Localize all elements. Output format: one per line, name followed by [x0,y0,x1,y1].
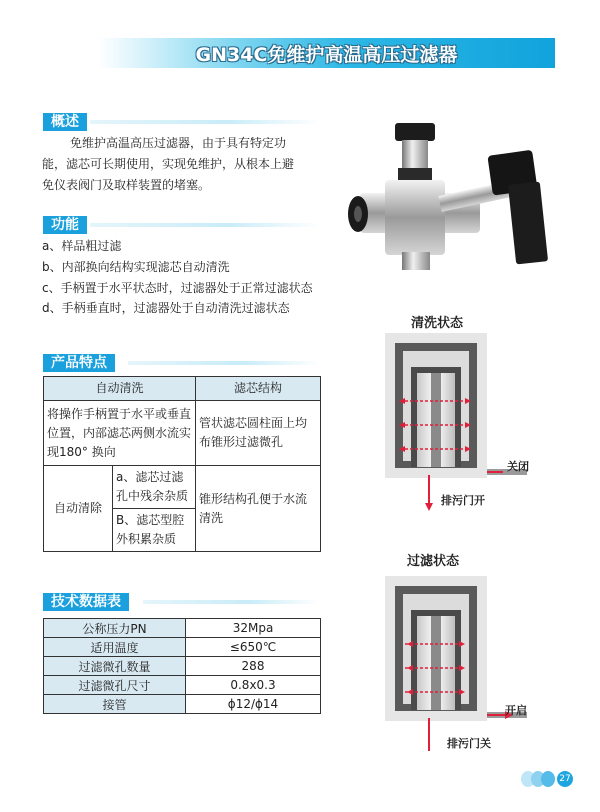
diagram-clean-label-top: 关闭 [507,460,529,473]
features-auto-clear-label: 自动清除 [44,466,113,552]
spec-row [44,619,321,638]
spec-value: ϕ12/ϕ14 [186,695,321,714]
title-bar [98,38,555,68]
page-dot-3 [541,771,555,787]
overview-heading: 概述 [43,113,87,131]
spec-row [44,638,321,657]
features-core-benefit: 锥形结构孔便于水流清洗 [196,466,321,552]
page-number: 27 [557,771,573,787]
features-auto-clear-b: B、滤芯型腔外积累杂质 [113,509,196,552]
overview-divider [90,120,320,124]
diagram-filter-label-top: 开启 [505,704,527,717]
features-col-core: 滤芯结构 [196,377,321,401]
diagram-clean-label-bottom: 排污门开 [441,494,485,507]
function-divider [90,223,320,227]
spec-key: 公称压力PN [44,619,186,638]
spec-row [44,676,321,695]
spec-key: 适用温度 [44,638,186,657]
features-core-desc: 管状滤芯圆柱面上均布锥形过滤微孔 [196,401,321,466]
features-divider [128,361,320,365]
diagram-filter [385,576,555,756]
diagram-filter-title: 过滤状态 [407,554,460,569]
function-item-d: d、手柄垂直时，过滤器处于自动清洗过滤状态 [42,301,290,315]
function-item-a: a、样品粗过滤 [42,239,122,253]
spec-value: 288 [186,657,321,676]
specs-divider [143,600,320,604]
features-heading: 产品特点 [43,354,115,372]
diagram-clean [385,333,555,513]
spec-key: 过滤微孔数量 [44,657,186,676]
features-auto-clear-a: a、滤芯过滤孔中残余杂质 [113,466,196,509]
function-item-c: c、手柄置于水平状态时，过滤器处于正常过滤状态 [42,281,313,295]
spec-row [44,657,321,676]
specs-heading: 技术数据表 [43,593,129,611]
features-clean-desc: 将操作手柄置于水平或垂直位置，内部滤芯两侧水流实现180° 换向 [44,401,196,466]
features-col-clean: 自动清洗 [44,377,196,401]
product-photo [340,118,555,278]
diagram-clean-title: 清洗状态 [411,316,464,331]
overview-line-1: 免维护高温高压过滤器，由于具有特定功 [70,136,287,150]
spec-value: 32Mpa [186,619,321,638]
spec-row [44,695,321,714]
overview-line-2: 能，滤芯可长期使用，实现免维护，从根本上避 [42,157,295,171]
overview-line-3: 免仪表阀门及取样装置的堵塞。 [42,178,211,192]
features-table [43,376,321,552]
diagram-filter-label-bottom: 排污门关 [447,737,491,750]
specs-table [43,618,321,714]
spec-key: 过滤微孔尺寸 [44,676,186,695]
spec-key: 接管 [44,695,186,714]
function-item-b: b、内部换向结构实现滤芯自动清洗 [42,260,230,274]
spec-value: 0.8x0.3 [186,676,321,695]
function-heading: 功能 [43,216,87,234]
page-title: GN34C免维护高温高压过滤器 [195,43,458,66]
spec-value: ≤650℃ [186,638,321,657]
